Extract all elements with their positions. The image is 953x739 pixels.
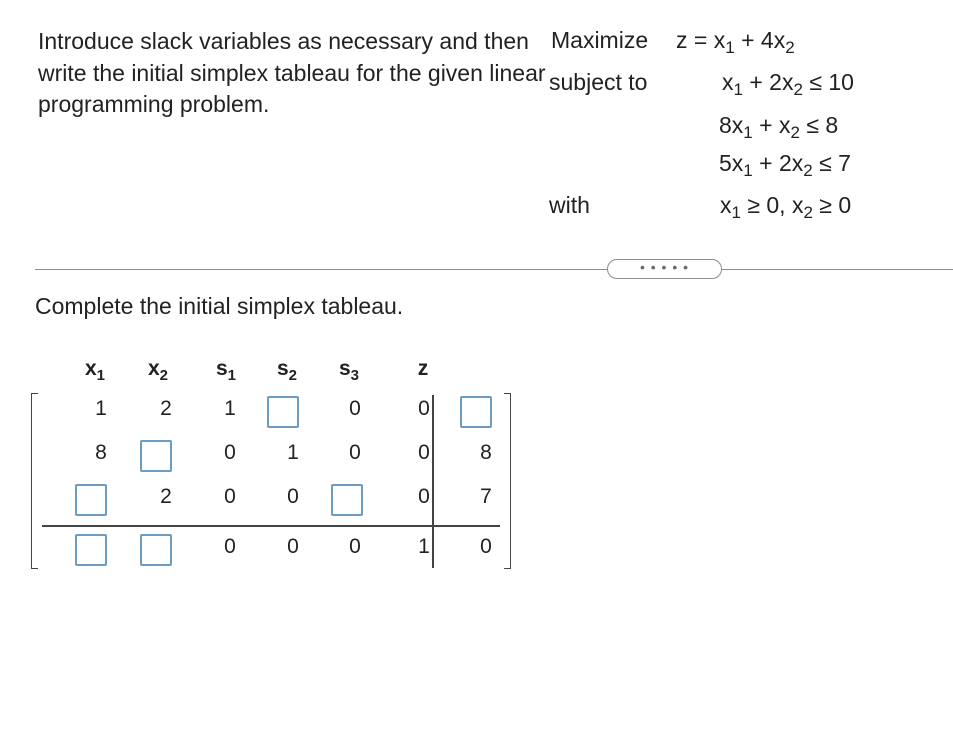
cell-r1-x2: 2	[160, 397, 172, 420]
cell-r3-s2: 0	[287, 485, 299, 508]
cell-r1-s1: 1	[224, 397, 236, 420]
cell-r2-z: 0	[418, 441, 430, 464]
cell-r2-rhs: 8	[480, 441, 492, 464]
cell-r2-x1: 8	[95, 441, 107, 464]
header-x2: $x_2$	[147, 357, 169, 384]
matrix-left-bracket	[31, 393, 38, 569]
answer-input-r1-rhs[interactable]	[460, 396, 492, 428]
objective-function: $z = x_1 + 4x_2$	[676, 27, 795, 57]
constraint-3: $5x_1 + 2x_2 \le 7$	[719, 150, 851, 180]
subject-to-label: subject to	[549, 69, 648, 95]
cell-r3-z: 0	[418, 485, 430, 508]
answer-input-r2-x2[interactable]	[140, 440, 172, 472]
cell-r4-s3: 0	[349, 535, 361, 558]
cell-r1-s3: 0	[349, 397, 361, 420]
cell-r2-s1: 0	[224, 441, 236, 464]
header-s1: $s_1$	[215, 357, 237, 384]
tableau-prompt: Complete the initial simplex tableau.	[35, 293, 404, 319]
cell-r4-s1: 0	[224, 535, 236, 558]
with-label: with	[549, 192, 590, 218]
header-x1: $x_1$	[84, 357, 106, 384]
cell-r3-x2: 2	[160, 485, 172, 508]
expand-button[interactable]: • • • • •	[607, 259, 722, 279]
answer-input-r3-x1[interactable]	[75, 484, 107, 516]
cell-r1-z: 0	[418, 397, 430, 420]
instructions-text: Introduce slack variables as necessary and then write the initial simplex tableau for the given linear programming problem.	[38, 28, 546, 117]
answer-input-r3-s3[interactable]	[331, 484, 363, 516]
nonnegativity-constraint: $x_1 \ge 0$, $x_2 \ge 0$	[720, 192, 852, 222]
header-z: z	[417, 357, 429, 380]
cell-r3-s1: 0	[224, 485, 236, 508]
cell-r4-s2: 0	[287, 535, 299, 558]
cell-r4-z: 1	[418, 535, 430, 558]
constraint-1: $x_1 + 2x_2 \le 10$	[722, 69, 854, 99]
cell-r2-s2: 1	[287, 441, 299, 464]
header-s3: $s_3$	[338, 357, 360, 384]
cell-r2-s3: 0	[349, 441, 361, 464]
maximize-label: Maximize	[551, 27, 649, 53]
constraint-2: $8x_1 + x_2 \le 8$	[719, 112, 839, 142]
header-s2: $s_2$	[276, 357, 298, 384]
answer-input-r1-s2[interactable]	[267, 396, 299, 428]
answer-input-r4-x2[interactable]	[140, 534, 172, 566]
section-divider	[35, 269, 953, 270]
answer-input-r4-x1[interactable]	[75, 534, 107, 566]
cell-r1-x1: 1	[95, 397, 107, 420]
cell-r3-rhs: 7	[480, 485, 492, 508]
cell-r4-rhs: 0	[480, 535, 492, 558]
